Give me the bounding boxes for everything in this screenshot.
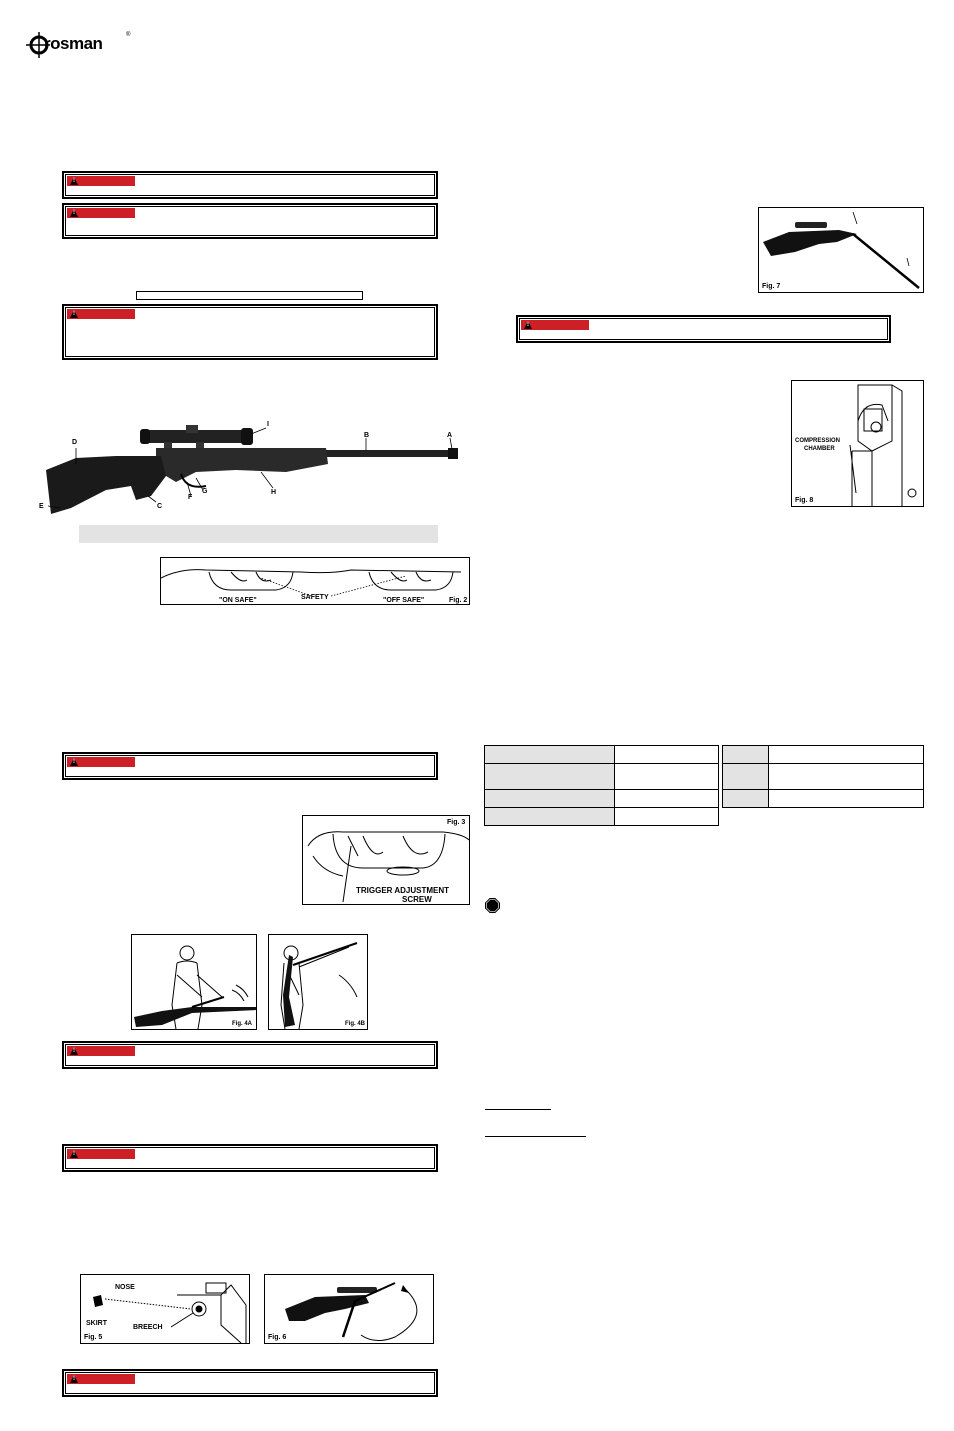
figure-4a bbox=[131, 934, 257, 1030]
figure-8 bbox=[791, 380, 924, 507]
table-row bbox=[485, 764, 719, 790]
warning-icon bbox=[70, 209, 78, 217]
pellet-breech-illustration bbox=[81, 1275, 250, 1344]
specs-table-right bbox=[722, 745, 924, 808]
warning-tag bbox=[67, 1149, 135, 1159]
cocking-illustration-a bbox=[132, 935, 257, 1030]
figure-7 bbox=[758, 207, 924, 293]
nose-label: NOSE bbox=[115, 1284, 135, 1291]
warning-icon bbox=[70, 177, 78, 185]
compression-label: COMPRESSION bbox=[795, 438, 841, 444]
table-row bbox=[723, 790, 924, 808]
barrel-break-illustration bbox=[265, 1275, 434, 1344]
warning-tag bbox=[67, 176, 135, 186]
table-row bbox=[723, 746, 924, 764]
rifle-part-label-h: H bbox=[271, 489, 277, 496]
table-row bbox=[485, 808, 719, 826]
trigger-adjustment-label: TRIGGER ADJUSTMENT bbox=[356, 886, 450, 895]
figure-7-label: Fig. 7 bbox=[762, 283, 781, 290]
warning-box bbox=[62, 1369, 438, 1397]
warning-box bbox=[62, 304, 438, 360]
table-row bbox=[723, 764, 924, 790]
warning-tag bbox=[67, 757, 135, 767]
warning-icon bbox=[70, 1150, 78, 1158]
figure-2-label: Fig. 2 bbox=[449, 597, 468, 604]
warning-tag bbox=[521, 320, 589, 330]
brand-name: rosman bbox=[44, 34, 103, 53]
figure-4b bbox=[268, 934, 368, 1030]
chamber-label: CHAMBER bbox=[804, 446, 835, 452]
shaded-bar bbox=[79, 525, 438, 543]
warning-box bbox=[62, 171, 438, 199]
stop-icon bbox=[485, 898, 500, 913]
screw-label: SCREW bbox=[402, 895, 432, 904]
warning-tag bbox=[67, 1374, 135, 1384]
rifle-part-label-i: I bbox=[267, 421, 269, 428]
warning-tag bbox=[67, 208, 135, 218]
underline-rule bbox=[485, 1109, 551, 1110]
breech-label: BREECH bbox=[133, 1324, 163, 1331]
heading-box bbox=[136, 291, 363, 300]
figure-6 bbox=[264, 1274, 434, 1344]
warning-icon bbox=[70, 758, 78, 766]
warning-box bbox=[62, 1041, 438, 1069]
figure-2 bbox=[160, 557, 470, 605]
table-row bbox=[485, 746, 719, 764]
warning-box bbox=[62, 203, 438, 239]
warning-tag bbox=[67, 1046, 135, 1056]
figure-3 bbox=[302, 815, 470, 905]
warning-icon bbox=[524, 321, 532, 329]
rifle-part-label-d: D bbox=[72, 439, 78, 446]
rifle-part-label-e: E bbox=[39, 503, 44, 510]
rifle-part-label-f: F bbox=[188, 494, 193, 501]
rifle-diagram bbox=[36, 420, 466, 518]
off-safe-label: "OFF SAFE" bbox=[383, 597, 425, 604]
barrel-cocking-illustration bbox=[759, 208, 924, 293]
cocking-illustration-b bbox=[269, 935, 368, 1030]
figure-4b-label: Fig. 4B bbox=[345, 1021, 366, 1027]
warning-tag bbox=[67, 309, 135, 319]
rifle-part-label-c: C bbox=[157, 503, 163, 510]
specs-table-left bbox=[484, 745, 719, 826]
rifle-part-label-a: A bbox=[447, 432, 453, 439]
figure-5-label: Fig. 5 bbox=[84, 1334, 103, 1341]
rifle-part-label-b: B bbox=[364, 432, 370, 439]
compression-chamber-illustration bbox=[792, 381, 924, 507]
figure-3-label: Fig. 3 bbox=[447, 819, 466, 826]
skirt-label: SKIRT bbox=[86, 1320, 107, 1327]
on-safe-label: "ON SAFE" bbox=[219, 597, 257, 604]
figure-6-label: Fig. 6 bbox=[268, 1334, 287, 1341]
warning-icon bbox=[70, 1375, 78, 1383]
warning-box bbox=[62, 752, 438, 780]
warning-box bbox=[516, 315, 891, 343]
figure-5 bbox=[80, 1274, 250, 1344]
registered-mark: ® bbox=[126, 32, 131, 38]
figure-8-label: Fig. 8 bbox=[795, 497, 814, 504]
safety-label: SAFETY bbox=[301, 594, 329, 601]
warning-icon bbox=[70, 1047, 78, 1055]
warning-box bbox=[62, 1144, 438, 1172]
underline-rule bbox=[485, 1136, 586, 1137]
rifle-part-label-g: G bbox=[202, 488, 208, 495]
figure-4a-label: Fig. 4A bbox=[232, 1021, 253, 1027]
warning-icon bbox=[70, 310, 78, 318]
table-row bbox=[485, 790, 719, 808]
crosman-logo bbox=[26, 30, 136, 60]
